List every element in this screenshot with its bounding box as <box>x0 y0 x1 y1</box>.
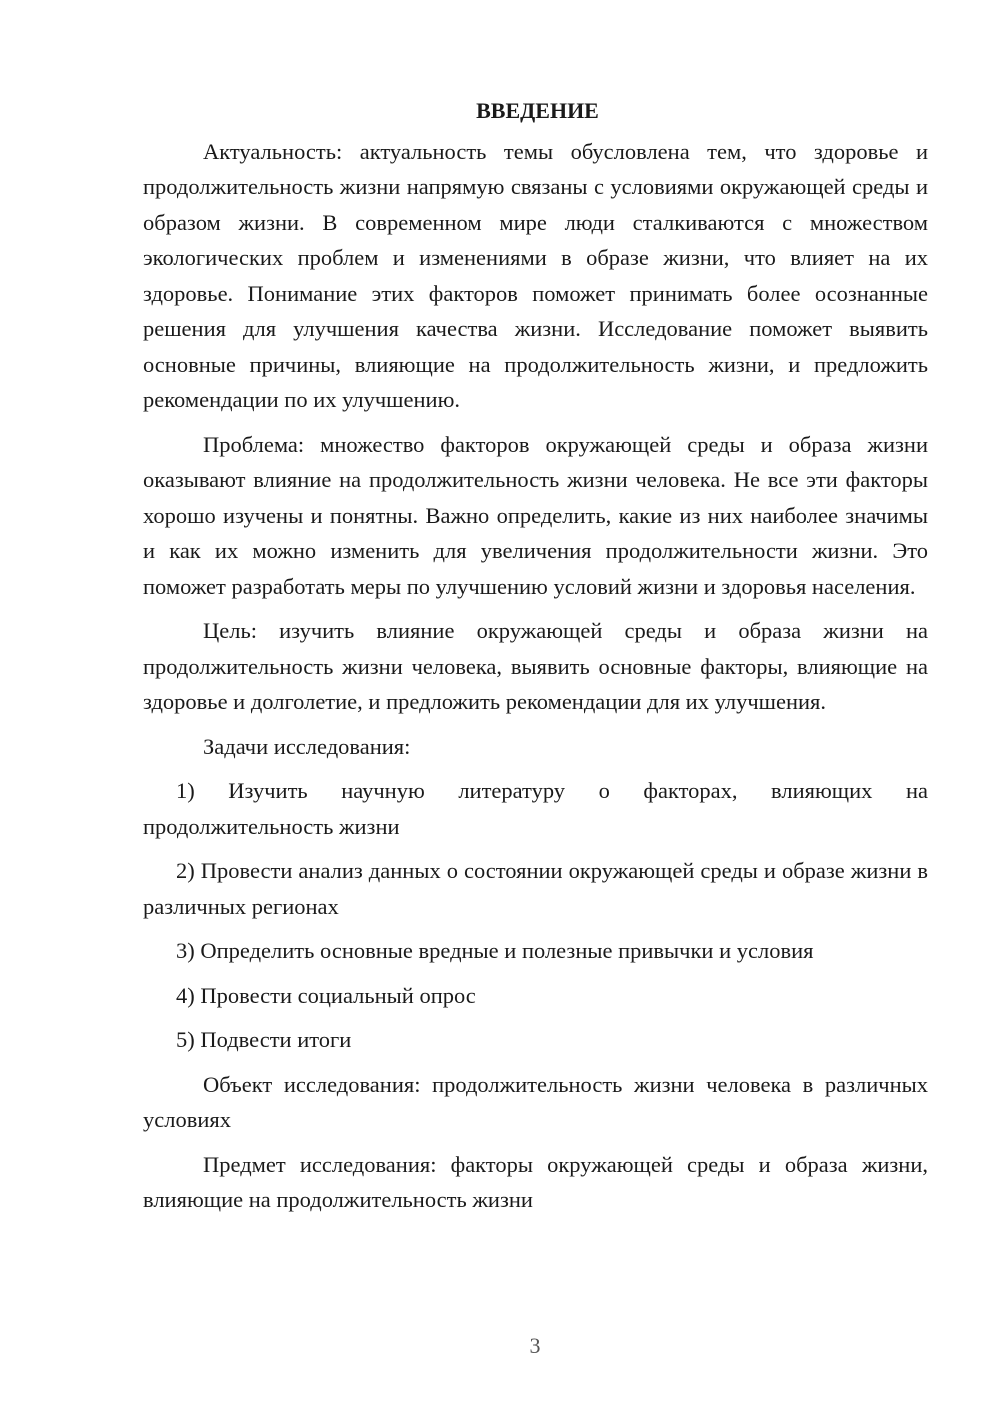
task-item-4: 4) Провести социальный опрос <box>176 982 476 1008</box>
tasks-heading: Задачи исследования: <box>203 733 411 759</box>
page-number: 3 <box>529 1333 541 1358</box>
problem-paragraph: Проблема: множество факторов окружающей среды и образа жизни оказывают влияние на продолжительность жизни человека. Не все эти факторы хорошо изучены и понятны. Важно определить, какие из них наиболее значимы и как их можно изменить для увеличения продолжительности жизни. Это поможет разработать меры по улучшению условий жизни и здоровья населения. <box>143 431 928 599</box>
task-item-2: 2) Провести анализ данных о состоянии окружающей среды и образе жизни в различных регионах <box>143 858 928 919</box>
task-item-3: 3) Определить основные вредные и полезные привычки и условия <box>176 938 814 963</box>
research-subject-paragraph: Предмет исследования: факторы окружающей среды и образа жизни, влияющие на продолжительность жизни <box>143 1151 928 1212</box>
task-item-5: 5) Подвести итоги <box>176 1027 352 1052</box>
goal-paragraph: Цель: изучить влияние окружающей среды и образа жизни на продолжительность жизни человека, выявить основные факторы, влияющие на здоровье и долголетие, и предложить рекомендации для их улучшения. <box>143 618 928 714</box>
page-content <box>143 93 928 1227</box>
page-title: ВВЕДЕНИЕ <box>476 98 599 123</box>
relevance-paragraph: Актуальность: актуальность темы обусловлена тем, что здоровье и продолжительность жизни напрямую связаны с условиями окружающей среды и образом жизни. В современном мире люди сталкиваются с множеством экологических проблем и изменениями в образе жизни, что влияет на их здоровье. Понимание этих факторов поможет принимать более осознанные решения для улучшения качества жизни. Исследование поможет выявить основные причины, влияющие на продолжительность жизни, и предложить рекомендации по их улучшению. <box>143 138 928 412</box>
task-item-1: 1) Изучить научную литературу о факторах, влияющих на продолжительность жизни <box>143 778 928 839</box>
research-object-paragraph: Объект исследования: продолжительность жизни человека в различных условиях <box>143 1071 928 1132</box>
